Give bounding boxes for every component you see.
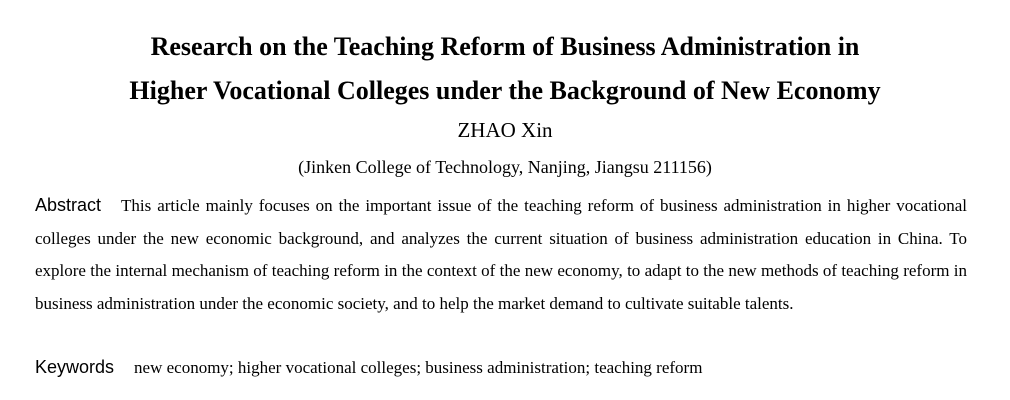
- abstract-text: This article mainly focuses on the important issue of the teaching reform of business administration in higher vocational colleges under the new economic background, and analyzes the current situation of business administration education in China. To explore the internal mechanism of teaching reform in the context of the new economy, to adapt to the new methods of teaching reform in business administration under the economic society, and to help the market demand to cultivate suitable talents.: [35, 196, 967, 313]
- abstract-label: Abstract: [35, 195, 102, 215]
- title-line-1: Research on the Teaching Reform of Business Administration in: [150, 32, 860, 61]
- title-line-2: Higher Vocational Colleges under the Background of New Economy: [129, 76, 881, 105]
- keywords-line: [35, 352, 702, 383]
- keywords-label: Keywords: [35, 357, 115, 377]
- author-affiliation: (Jinken College of Technology, Nanjing, Jiangsu 211156): [298, 157, 712, 177]
- author-name: ZHAO Xin: [457, 118, 553, 142]
- abstract-paragraph: [35, 189, 967, 320]
- keywords-text: new economy; higher vocational colleges; business administration; teaching reform: [134, 358, 703, 377]
- paper-title: [0, 25, 1010, 113]
